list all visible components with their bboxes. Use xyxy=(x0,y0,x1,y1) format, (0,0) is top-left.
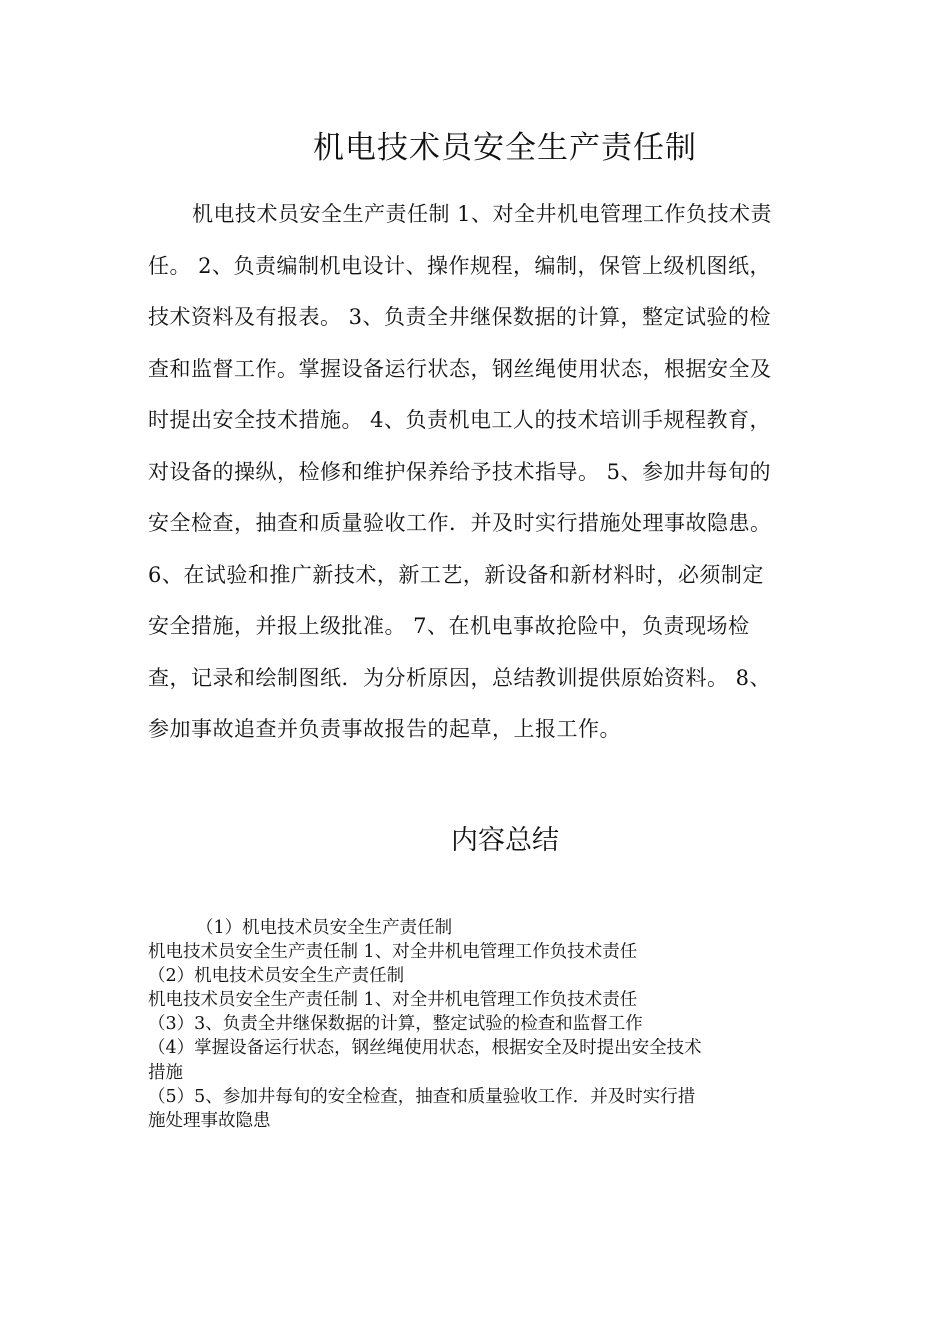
summary-line: 施处理事故隐患 xyxy=(148,1110,271,1131)
summary-line: 措施 xyxy=(148,1062,183,1083)
body-line: 6、在试验和推广新技术，新工艺，新设备和新材料时，必须制定 xyxy=(148,562,764,587)
summary-line: （2）机电技术员安全生产责任制 xyxy=(148,966,405,987)
body-line: 对设备的操纵，检修和维护保养给予技术指导。 5、参加井每旬的 xyxy=(148,459,772,484)
body-line: 任。 2、负责编制机电设计、操作规程，编制，保管上级机图纸， xyxy=(148,253,772,278)
summary-title: 内容总结 xyxy=(451,825,559,856)
summary-line: （4）掌握设备运行状态，钢丝绳使用状态，根据安全及时提出安全技术 xyxy=(148,1038,702,1059)
summary-line: （1）机电技术员安全生产责任制 xyxy=(196,918,453,938)
body-line: 机电技术员安全生产责任制 1、对全井机电管理工作负技术责 xyxy=(192,202,773,226)
body-line: 安全检查，抽查和质量验收工作．并及时实行措施处理事故隐患。 xyxy=(148,511,772,535)
summary-line: 机电技术员安全生产责任制 1、对全井机电管理工作负技术责任 xyxy=(148,942,638,963)
body-line: 安全措施，并报上级批准。 7、在机电事故抢险中，负责现场检 xyxy=(148,614,750,638)
body-line: 查，记录和绘制图纸．为分析原因，总结教训提供原始资料。 8、 xyxy=(148,665,772,690)
summary-line: （3）3、负责全井继保数据的计算，整定试验的检查和监督工作 xyxy=(148,1014,643,1035)
body-line: 查和监督工作。掌握设备运行状态，钢丝绳使用状态，根据安全及 xyxy=(148,356,772,381)
document-body xyxy=(148,196,808,763)
body-line: 参加事故追查并负责事故报告的起草，上报工作。 xyxy=(148,717,621,741)
body-line: 技术资料及有报表。 3、负责全井继保数据的计算，整定试验的检 xyxy=(148,305,772,329)
summary-line: 机电技术员安全生产责任制 1、对全井机电管理工作负技术责任 xyxy=(148,990,638,1011)
document-title: 机电技术员安全生产责任制 xyxy=(313,130,697,166)
body-line: 时提出安全技术措施。 4、负责机电工人的技术培训手规程教育， xyxy=(148,408,772,432)
summary-line: （5）5、参加井每旬的安全检查，抽查和质量验收工作．并及时实行措 xyxy=(148,1086,696,1107)
summary-list xyxy=(148,916,808,1133)
